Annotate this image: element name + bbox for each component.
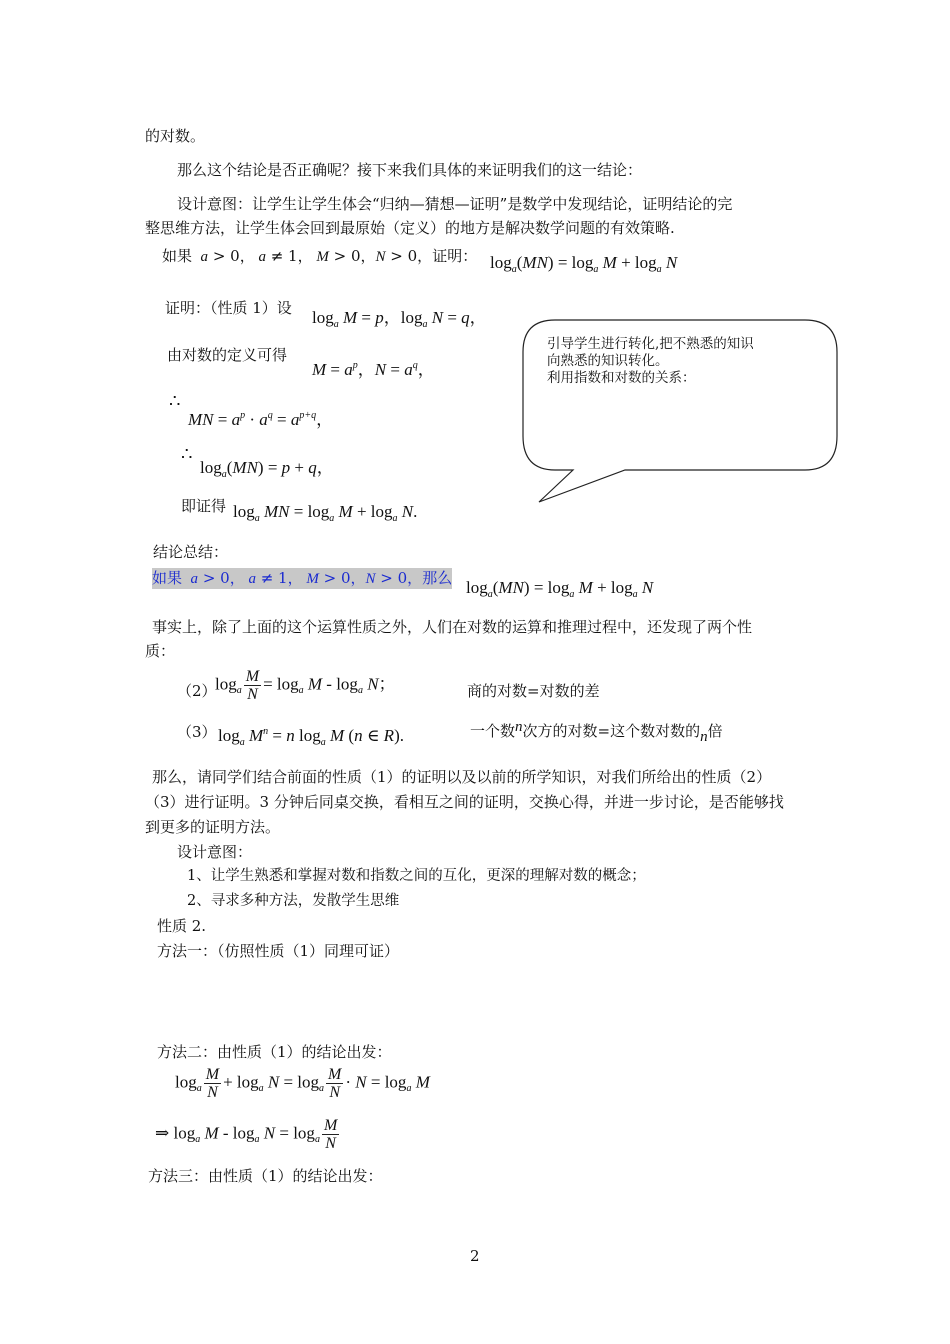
formula-log-product: $\log_a(MN) = \log_a M + \log_a N$	[490, 253, 678, 275]
text-line: 到更多的证明方法。	[145, 818, 281, 836]
formula-mn-product: MN = $a^p \cdot a^q = a^{p+q}$，	[188, 410, 334, 429]
callout-line: 利用指数和对数的关系：	[547, 370, 696, 386]
method-line: 方法二：由性质（1）的结论出发：	[157, 1043, 392, 1061]
design-intent-line: 设计意图：让学生让学生体会“归纳—猜想—证明”是数学中发现结论，证明结论的完	[177, 195, 733, 213]
text-line: 质：	[145, 642, 176, 660]
text-line: 那么这个结论是否正确呢？接下来我们具体的来证明我们的这一结论：	[177, 161, 643, 179]
design-intent-item: 1、让学生熟悉和掌握对数和指数之间的互化，更深的理解对数的概念；	[187, 868, 646, 884]
design-intent-line: 整思维方法，让学生体会回到最原始（定义）的地方是解决数学问题的有效策略.	[145, 219, 675, 237]
formula-property-3: $\log_a M^n = n$ $\log_a M$ (n ∈ R).	[218, 726, 404, 748]
formula-method-2b: ⇒ $\log_a M - \log_a N = \log_a$ $\frac{M}{N}$	[155, 1117, 338, 1152]
summary-if-word: 如果	[152, 569, 183, 587]
property-3-desc-part: 倍	[707, 722, 723, 740]
property-label: （3）	[177, 723, 217, 741]
callout-line: 引导学生进行转化,把不熟悉的知识	[547, 336, 754, 352]
summary-title: 结论总结：	[153, 543, 229, 561]
section-heading: 性质 2.	[157, 917, 207, 935]
formula-method-2a: $\log_a$ $\frac{M}{N}$ + $\log_a N = \log_a$ $\frac{M}{N}$ · $N = \log_a M$	[175, 1066, 430, 1101]
page-number: 2	[470, 1247, 480, 1265]
design-intent-item: 2、寻求多种方法，发散学生思维	[187, 893, 400, 909]
property-label: （2）	[177, 682, 217, 700]
method-line: 方法一：（仿照性质（1）同理可证）	[157, 942, 400, 960]
proof-label: 证明：（性质 1）设	[165, 299, 292, 317]
formula-log-mn: $\log_a(MN) = p + q$，	[200, 458, 334, 480]
property-3-desc-part: 一个数	[470, 722, 516, 740]
formula-proven: $\log_a$ MN = $\log_a M + \log_a N$.	[233, 502, 418, 524]
if-line: 如果 a > 0， a ≠ 1， M > 0，N > 0，证明：	[162, 247, 478, 265]
formula-assume: $\log_a M = p$，$\log_a N = q$，	[312, 308, 487, 330]
if-word: 如果	[162, 247, 193, 265]
therefore-symbol: ∴	[181, 444, 193, 465]
therefore-symbol: ∴	[169, 391, 181, 412]
summary-then-word: 那么	[422, 569, 453, 587]
definition-label: 由对数的定义可得	[167, 346, 288, 364]
method-line: 方法三：由性质（1）的结论出发：	[148, 1167, 383, 1185]
text-line: 那么，请同学们结合前面的性质（1）的证明以及以前的所学知识，对我们所给出的性质（2）	[152, 768, 772, 786]
design-intent-title: 设计意图：	[177, 843, 253, 861]
formula-property-2: $\log_a$ $\frac{M}{N}$ = $\log_a M - \log_a N$；	[215, 668, 396, 703]
property-3-desc: 一个数n次方的对数=这个数对数的n倍	[470, 719, 723, 745]
formula-summary: $\log_a(MN) = \log_a M + \log_a N$	[466, 578, 654, 600]
property-3-desc-part: 次方的对数=这个数对数的	[522, 722, 701, 740]
prove-word: 证明：	[432, 247, 478, 265]
callout-line: 向熟悉的知识转化。	[547, 353, 669, 369]
proven-label: 即证得	[181, 497, 227, 515]
property-2-desc: 商的对数=对数的差	[467, 682, 600, 700]
text-line: 事实上，除了上面的这个运算性质之外，人们在对数的运算和推理过程中，还发现了两个性	[152, 618, 753, 636]
text-line: （3）进行证明。3 分钟后同桌交换，看相互之间的证明，交换心得，并进一步讨论，是否能够找	[145, 793, 784, 811]
formula-exponent: $M = a^p$，$N = a^q$，	[312, 360, 435, 379]
text-line: 的对数。	[145, 127, 206, 145]
summary-condition: 如果 a > 0， a ≠ 1， M > 0，N > 0，那么	[152, 569, 453, 587]
